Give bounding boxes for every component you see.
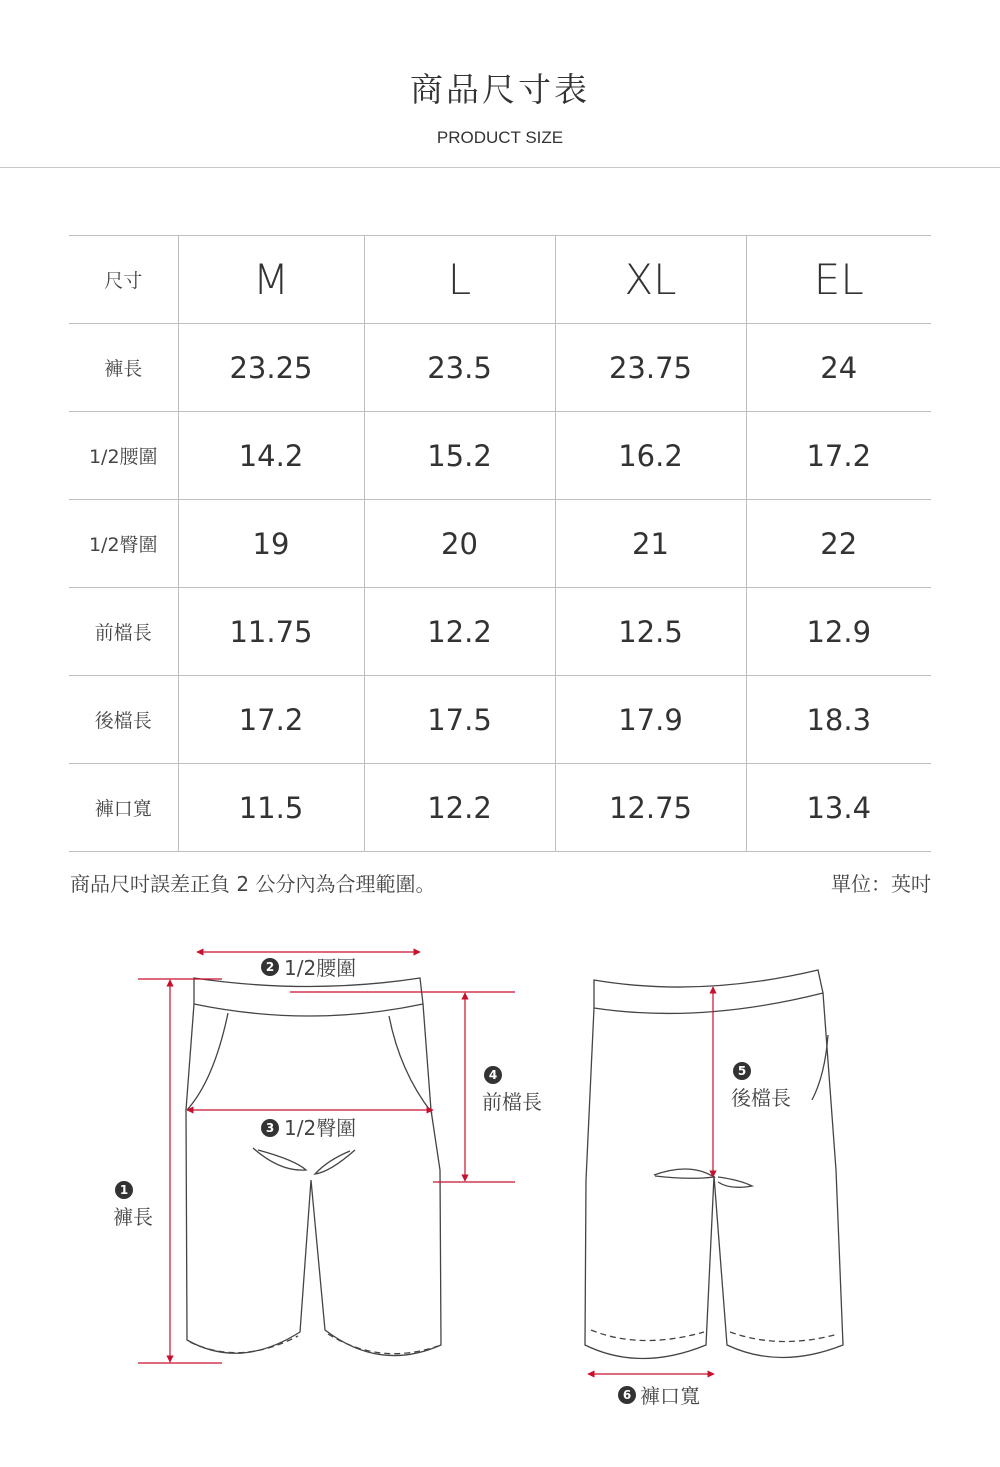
measurement-lines [138, 952, 714, 1374]
row-label: 前檔長 [69, 588, 178, 676]
size-header-label: 尺寸 [69, 236, 178, 324]
table-row [69, 588, 931, 676]
table-cell: 11.5 [178, 764, 364, 852]
label-waist [261, 956, 356, 980]
unit-label: 單位：英吋 [831, 872, 931, 896]
row-label: 1/2腰圍 [69, 412, 178, 500]
table-cell: 17.5 [364, 676, 555, 764]
label-back-rise-text: 後檔長 [731, 1086, 791, 1110]
row-label: 1/2臀圍 [69, 500, 178, 588]
table-row [69, 412, 931, 500]
table-cell: 17.2 [746, 412, 931, 500]
label-front-rise [482, 1066, 542, 1114]
size-col-xl: XL [555, 236, 746, 324]
table-cell: 13.4 [746, 764, 931, 852]
table-cell: 12.2 [364, 588, 555, 676]
table-row [69, 324, 931, 412]
table-cell: 18.3 [746, 676, 931, 764]
table-cell: 19 [178, 500, 364, 588]
label-length-text: 褲長 [113, 1205, 153, 1229]
shorts-measurement-diagram [0, 930, 1000, 1430]
table-cell: 23.5 [364, 324, 555, 412]
back-shorts-icon [585, 970, 843, 1359]
table-row [69, 676, 931, 764]
svg-text:6: 6 [622, 1388, 632, 1402]
label-waist-text: 1/2腰圍 [284, 956, 357, 980]
header-divider [0, 167, 1000, 168]
size-col-m: M [178, 236, 364, 324]
page-subtitle: PRODUCT SIZE [436, 128, 564, 147]
label-length [113, 1181, 153, 1229]
label-hip-text: 1/2臀圍 [284, 1116, 357, 1140]
table-cell: 12.75 [555, 764, 746, 852]
svg-text:3: 3 [265, 1121, 275, 1135]
label-front-rise-text: 前檔長 [482, 1090, 542, 1114]
table-cell: 23.75 [555, 324, 746, 412]
front-shorts-icon [186, 978, 441, 1356]
label-hip [261, 1116, 356, 1140]
table-cell: 20 [364, 500, 555, 588]
table-cell: 12.2 [364, 764, 555, 852]
table-cell: 23.25 [178, 324, 364, 412]
table-cell: 17.2 [178, 676, 364, 764]
row-label: 褲長 [69, 324, 178, 412]
label-leg-opening-text: 褲口寬 [640, 1384, 700, 1408]
table-row [69, 500, 931, 588]
label-back-rise [731, 1062, 791, 1110]
size-col-el: EL [746, 236, 931, 324]
table-cell: 17.9 [555, 676, 746, 764]
label-leg-opening [618, 1384, 700, 1408]
row-label: 後檔長 [69, 676, 178, 764]
table-cell: 16.2 [555, 412, 746, 500]
table-cell: 12.5 [555, 588, 746, 676]
row-label: 褲口寬 [69, 764, 178, 852]
table-cell: 15.2 [364, 412, 555, 500]
size-col-l: L [364, 236, 555, 324]
size-header-row [69, 236, 931, 324]
size-table [69, 235, 931, 852]
svg-text:1: 1 [119, 1183, 129, 1197]
tolerance-note: 商品尺吋誤差正負 2 公分內為合理範圍。 [70, 872, 436, 896]
table-cell: 12.9 [746, 588, 931, 676]
svg-text:2: 2 [265, 960, 275, 974]
svg-text:4: 4 [488, 1068, 498, 1082]
table-cell: 21 [555, 500, 746, 588]
table-cell: 22 [746, 500, 931, 588]
table-cell: 14.2 [178, 412, 364, 500]
page-title: 商品尺寸表 [410, 70, 590, 109]
table-cell: 24 [746, 324, 931, 412]
table-cell: 11.75 [178, 588, 364, 676]
table-row [69, 764, 931, 852]
svg-text:5: 5 [737, 1064, 747, 1078]
